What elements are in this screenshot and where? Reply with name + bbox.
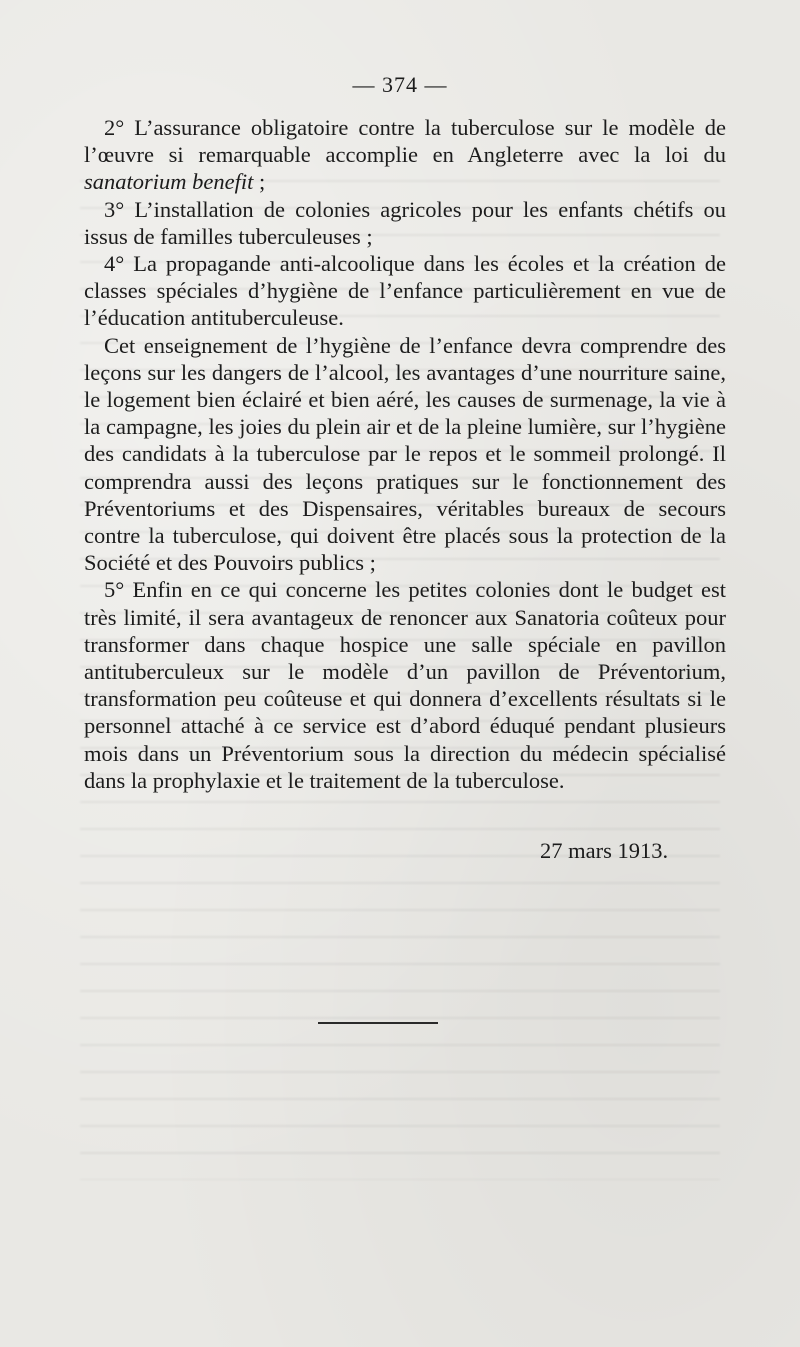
paragraph-tail: ; — [253, 169, 266, 195]
closing-rule — [318, 1022, 438, 1024]
page-number: — 374 — — [352, 72, 448, 97]
body-text — [84, 114, 726, 794]
paragraph-text: 5° Enfin en ce qui concerne les petites colonies dont le budget est très limité, il sera avantageux de renoncer aux Sanatoria coûteux pour transformer dans chaque hospice une salle spéciale en pavillon antituberculeux sur le modèle d’un pavillon de Préventorium, transformation peu coûteuse et qui donnera d’excellents résultats si le personnel attaché à ce service est d’abord éduqué pendant plusieurs mois dans un Préventorium sous la direction du médecin spécialisé dans la prophylaxie et le traitement de la tuberculose. — [84, 577, 726, 793]
paragraph-text: 4° La propagande anti-alcoolique dans les écoles et la création de classes spéciales d’hygiène de l’enfance particulièrement en vue de l’éducation antituberculeuse. — [84, 251, 726, 331]
paragraph-point-2 — [84, 114, 726, 196]
paragraph-enseignement — [84, 332, 726, 577]
paragraph-point-5 — [84, 576, 726, 794]
document-date: 27 mars 1913. — [540, 838, 669, 863]
paragraph-text: 2° L’assurance obligatoire contre la tuberculose sur le modèle de l’œuvre si remarquable accomplie en Angleterre avec la loi du — [84, 115, 726, 168]
italic-term: sanatorium benefit — [84, 169, 254, 195]
paragraph-point-4 — [84, 250, 726, 332]
paragraph-text: 3° L’installation de colonies agricoles pour les enfants chétifs ou issus de familles tuberculeuses ; — [84, 196, 726, 249]
paragraph-text: Cet enseignement de l’hygiène de l’enfance devra comprendre des leçons sur les dangers de l’alcool, les avantages d’une nourriture saine, le logement bien éclairé et bien aéré, les causes de surmenage, la vie à la campagne, les joies du plein air et de la pleine lumière, sur l’hygiène des candidats à la tuberculose par le repos et le sommeil prolongé. Il comprendra aussi des leçons pratiques sur le fonctionnement des Préventoriums et des Dispensaires, véritables bureaux de secours contre la tuberculose, qui doivent être placés sous la protection de la Société et des Pouvoirs publics ; — [84, 332, 726, 576]
paragraph-point-3 — [84, 196, 726, 250]
